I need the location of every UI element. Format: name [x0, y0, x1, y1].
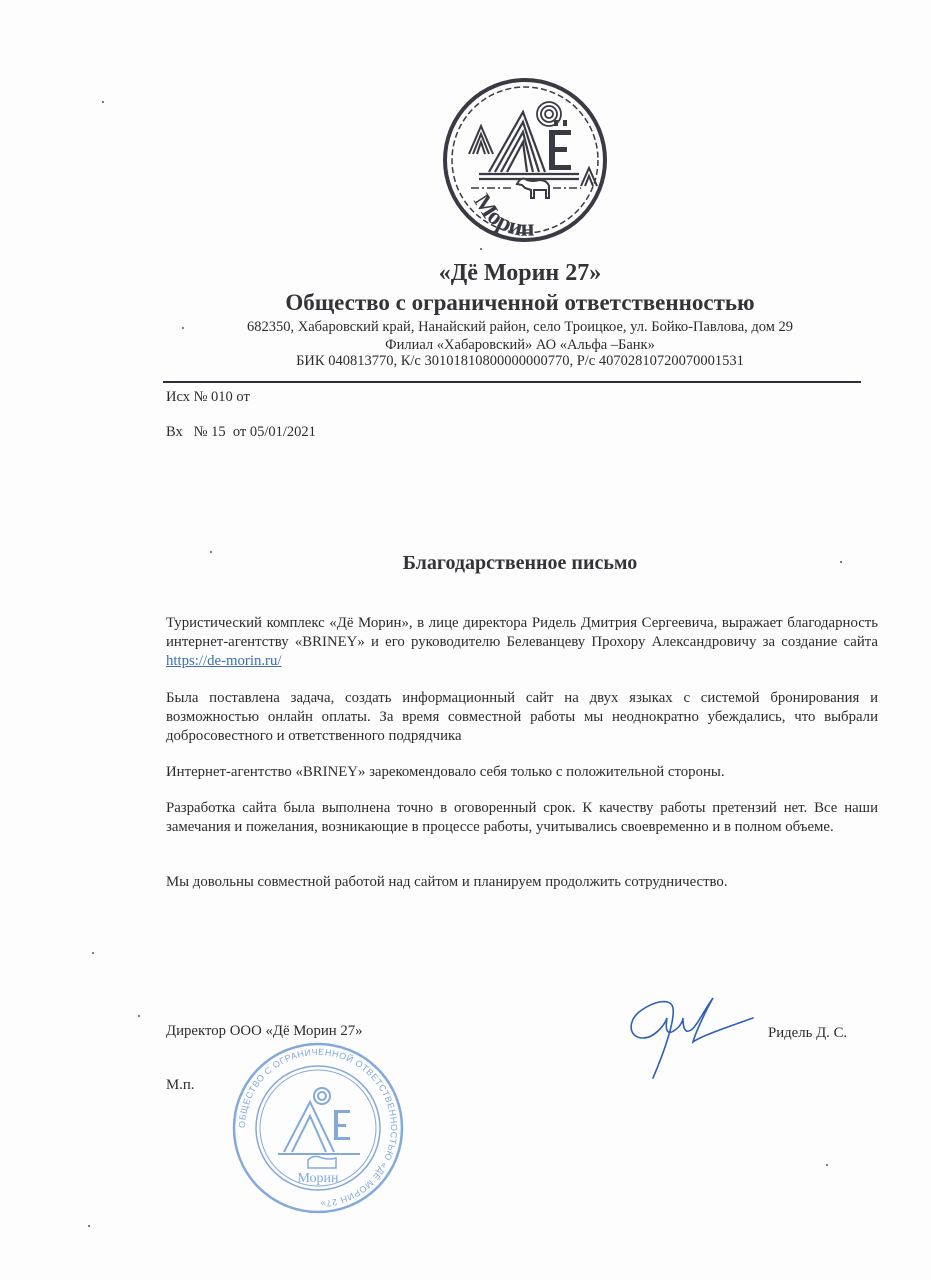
- bank-branch: Филиал «Хабаровский» АО «Альфа –Банк»: [385, 337, 655, 353]
- scan-speck: [826, 1164, 828, 1166]
- incoming-reference: Вх № 15 от 05/01/2021: [166, 424, 316, 440]
- website-link[interactable]: https://de-morin.ru/: [166, 653, 282, 669]
- paragraph-text: Туристический комплекс «Дё Морин», в лице директора Ридель Дмитрия Сергеевича, выражает благодарность интернет-агентству «BRINEY» и его руководителю Белеванцеву Прохору Александровичу за создание сайта: [166, 615, 878, 650]
- scan-speck: [138, 1015, 140, 1017]
- body-paragraph: Была поставлена задача, создать информационный сайт на двух языках с системой бронирования и возможностью онлайн оплаты. За время совместной работы мы неоднократно убеждались, что выбрали добросовестного и ответственного подрядчика: [166, 690, 878, 744]
- company-stamp-icon: [230, 1040, 406, 1216]
- svg-text:ОБЩЕСТВО С ОГРАНИЧЕННОЙ ОТВЕТС: ОБЩЕСТВО С ОГРАНИЧЕННОЙ ОТВЕТСТВЕННОСТЬЮ «ДЁ МОРИН 27»: [236, 1046, 400, 1210]
- outgoing-reference: Исх № 010 от: [166, 389, 250, 405]
- company-legal-form: Общество с ограниченной ответственностью: [285, 290, 755, 315]
- scan-speck: [102, 101, 104, 103]
- scan-speck: [92, 952, 94, 954]
- signer-name: Ридель Д. С.: [768, 1025, 848, 1041]
- scan-speck: [480, 248, 482, 250]
- body-paragraph: Мы довольны совместной работой над сайтом и планируем продолжить сотрудничество.: [166, 874, 728, 890]
- body-paragraph: [166, 614, 878, 671]
- svg-text:Морин: Морин: [297, 1171, 339, 1186]
- bank-details: БИК 040813770, К/с 30101810800000000770, Р/с 40702810720070001531: [296, 353, 744, 369]
- stamp-place-label: М.п.: [166, 1077, 195, 1093]
- document-title: Благодарственное письмо: [402, 552, 638, 574]
- handwritten-signature: [625, 990, 775, 1085]
- svg-text:Морин: Морин: [468, 189, 535, 242]
- signer-position: Директор ООО «Дё Морин 27»: [166, 1023, 363, 1039]
- scan-speck: [88, 1225, 90, 1227]
- de-morin-logo-icon: [441, 76, 609, 244]
- body-paragraph: Разработка сайта была выполнена точно в оговоренный срок. К качеству работы претензий нет. Все наши замечания и пожелания, возникающие в процессе работы, учитывались своевременно и в полном объеме.: [166, 800, 878, 835]
- company-name: «Дё Морин 27»: [438, 260, 602, 286]
- company-address: 682350, Хабаровский край, Нанайский район, село Троицкое, ул. Бойко-Павлова, дом 29: [246, 319, 794, 335]
- body-paragraph: Интернет-агентство «BRINEY» зарекомендовало себя только с положительной стороны.: [166, 764, 725, 780]
- letterhead-divider: [163, 381, 861, 383]
